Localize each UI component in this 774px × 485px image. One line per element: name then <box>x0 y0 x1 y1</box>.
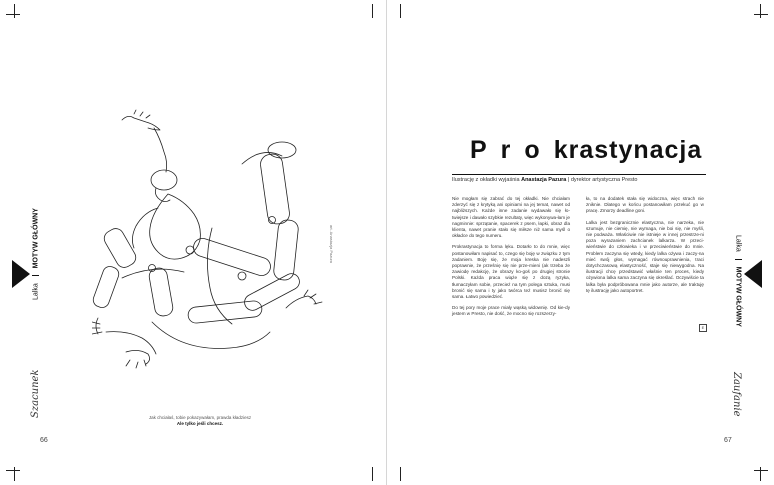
left-section-title: Szacunek <box>30 369 41 418</box>
crop-mark-top-left-v <box>14 4 15 18</box>
article-title-spaced: Pro <box>470 136 554 164</box>
crop-mark-top-mid-v <box>372 4 373 18</box>
caption-line-2: Ale tylko jeśli chcesz. <box>176 421 224 426</box>
paragraph: Lalka jest bezgranicznie elastyczna, nie narzeka, nie szumuje, nie ciemię, nie wymaga, nie boi się, nie myśli, nie podważa. Właściwie nie istnieje w innej przestrze-ni poza wyrazaniem zachcianek lalkarza. W przeci-wieństwie do człowieka i w przeciwieństwie do mnie. Problem zaczyna się wtedy, kiedy lalka ożywa i zaczy-na mieć swój głos, wymagać równouprawnienia, traci dotychczasową elastyczność, staje się niewygodna. Na ilustracji chcę przedstawić właśnie ten proces, kiedy ożywiona lalka sama zaczyna się określać. Oczywiście ta lalka była podpróbowana mnie jako autorze, ale traktuję tę ilustrację jako autoportret. <box>586 219 704 293</box>
right-side-label-separator <box>735 259 742 260</box>
left-side-label-separator <box>32 275 39 276</box>
right-side-label-section: Lalka <box>734 235 742 252</box>
illustration-credit: art. Anastazja Pazura <box>329 225 334 264</box>
paragraph: Nie mogłam się zabrać do tej okładki. Nie chciałam zderzyć się z krytyką ani opiniami na jej temat, nawet od najbliższych. Każde inne zadanie wydawało się ło-twiejsze i dawało szybkie rezultaty, więc wykonywa-łam je nagminnie: sprzątanie, spacerek z psem, łapki, obraz dla klienta, nawet pranie stało się miłsze niż sama myśl o okładce do tego numeru. <box>452 196 570 239</box>
subtitle-prefix: Ilustrację z okładki wyjaśnia <box>452 177 520 183</box>
left-page-number: 66 <box>40 437 48 444</box>
title-rule <box>452 174 706 175</box>
left-side-label-section: Lalka <box>32 283 40 300</box>
paragraph: Do tej pory moje prace miały wąską widownię. Od kie-dy jestem w Presto, nie dość, że mocno się rozszerzy- <box>452 305 570 317</box>
illustration-caption <box>140 415 260 427</box>
right-section-title: Zaufanie <box>731 372 742 417</box>
crop-mark-top-right-h <box>754 14 768 15</box>
left-side-label <box>32 208 39 300</box>
text-column-right <box>586 196 704 299</box>
right-page-arrow-icon <box>744 260 762 288</box>
crop-mark-bottom-mid-v2 <box>400 467 401 481</box>
crop-mark-bottom-right-h <box>754 470 768 471</box>
crop-mark-top-mid-v2 <box>400 4 401 18</box>
page-fold <box>386 0 387 485</box>
text-column-left <box>452 196 570 323</box>
left-side-label-motif: MOTYW GŁÓWNY <box>32 208 40 269</box>
right-side-label <box>735 235 742 327</box>
crop-mark-top-left-h <box>6 14 20 15</box>
crop-mark-bottom-left-h <box>6 470 20 471</box>
subtitle-author-name: Anastazja Pazura <box>521 177 567 183</box>
right-side-label-motif: MOTYW GŁÓWNY <box>734 266 742 327</box>
crop-mark-top-right-v <box>760 4 761 18</box>
paragraph: Prokrastynacja to forma lęku. Dotarło to do mnie, więc postanowiłam napisać to, czego się boję w związku z tym zadaniem. Boję się, że moja kreska nie nadeszli poprawnie, że prześnię się nie prze-mieni (ak trzeba że zawiodę redakcję, że obrazy ko-goś po drugiej stronie Polski. Każda praca wiąże się z dozą ryzyka, tłumaczyłam sobie, przecież na tym polega sztuka, musi bronić się sama i ty jako twórca też musisz bronić się sama. Łatwo powiedzieć. <box>452 244 570 300</box>
crop-mark-bottom-mid-v <box>372 467 373 481</box>
crop-mark-bottom-right-v <box>760 467 761 481</box>
article-title <box>470 136 702 165</box>
right-page-number: 67 <box>724 437 732 444</box>
puppet-illustration <box>92 108 344 370</box>
end-of-article-mark: E <box>699 324 707 332</box>
article-subtitle <box>452 177 706 183</box>
crop-mark-bottom-left-v <box>14 467 15 481</box>
left-page-arrow-icon <box>12 260 30 288</box>
subtitle-suffix: | dyrektor artystyczna Presto <box>567 177 638 183</box>
caption-line-1: Jak chciałaś, tobie pokazywałam, prawda kładziesz <box>148 415 252 420</box>
paragraph: ła, to na dodatek stała się widoczna, więc strach nie zniknie. Dlatego w końcu postanowiłam przekuć go w pracę. Zmorzy deadline goni. <box>586 196 704 214</box>
article-title-rest: krastynacja <box>553 136 703 164</box>
